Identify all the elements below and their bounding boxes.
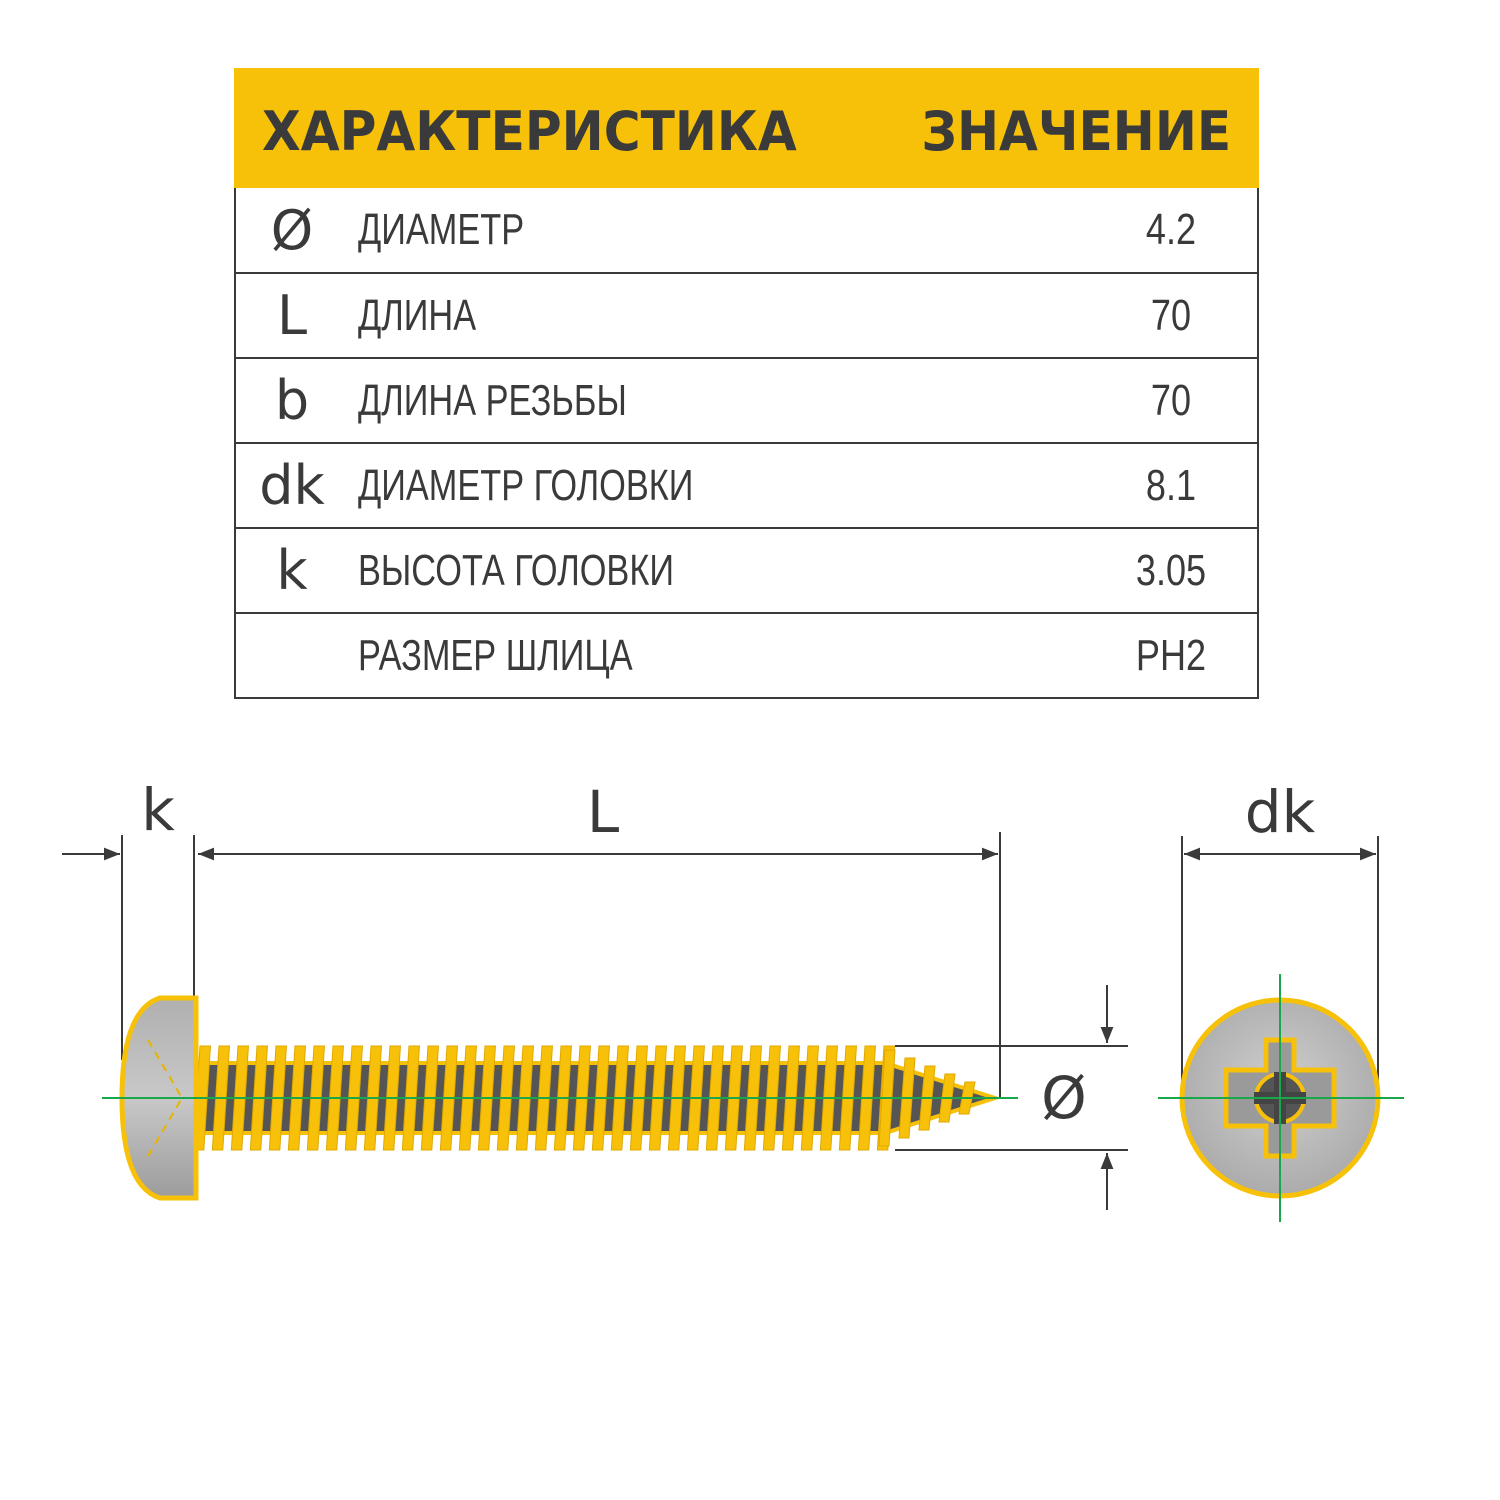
- row-symbol: Ø: [270, 198, 314, 262]
- row-value: 70: [1150, 290, 1192, 340]
- label-k: k: [141, 776, 175, 844]
- row-label: РАЗМЕР ШЛИЦА: [358, 630, 633, 680]
- row-value: 3.05: [1135, 545, 1207, 595]
- screw-side-view: [102, 998, 1018, 1198]
- row-symbol: dk: [259, 454, 325, 517]
- row-label: ДИАМЕТР ГОЛОВКИ: [358, 460, 694, 510]
- row-label: ДЛИНА РЕЗЬБЫ: [358, 375, 627, 425]
- label-dk: dk: [1244, 778, 1316, 846]
- row-symbol: L: [276, 284, 308, 347]
- row-value: PH2: [1135, 630, 1207, 680]
- row-label: ВЫСОТА ГОЛОВКИ: [358, 545, 674, 595]
- row-label: ДИАМЕТР: [358, 205, 525, 254]
- label-diameter: Ø: [1041, 1064, 1087, 1132]
- screw-head-top-view: [1158, 974, 1404, 1222]
- row-value: 70: [1150, 375, 1192, 425]
- row-label: ДЛИНА: [358, 290, 477, 340]
- row-symbol: b: [274, 369, 310, 432]
- row-value: 8.1: [1145, 460, 1197, 510]
- header-characteristic: ХАРАКТЕРИСТИКА: [262, 100, 797, 163]
- label-L: L: [586, 778, 620, 846]
- header-value: ЗНАЧЕНИЕ: [921, 100, 1231, 163]
- row-value: 4.2: [1145, 205, 1197, 254]
- row-symbol: k: [276, 539, 308, 602]
